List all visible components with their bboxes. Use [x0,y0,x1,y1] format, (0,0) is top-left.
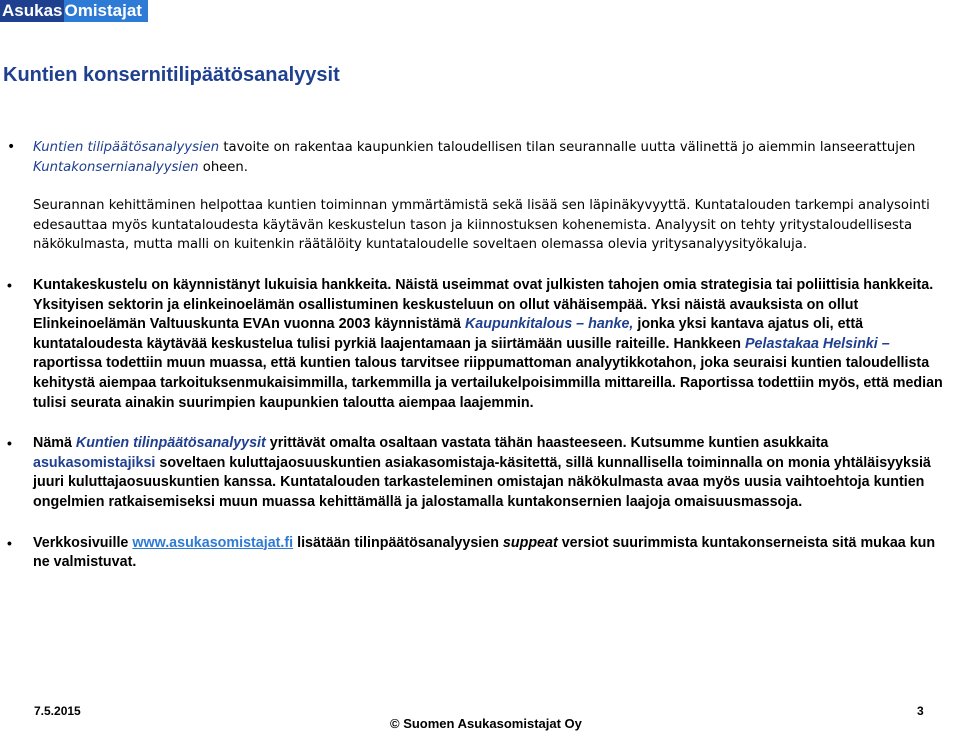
emphasis-suppeat: suppeat [502,534,558,551]
link-pelastakaa-helsinki[interactable]: Pelastakaa Helsinki – [745,335,890,352]
content [0,138,960,573]
p5-text-2: lisätään tilinpäätösanalyysien [293,534,503,551]
page-title: Kuntien konsernitilipäätösanalyysit [3,64,340,86]
page-number: 3 [917,704,924,718]
p5-text-3: versiot suurimmista kuntakonserneista sitä mukaa kun ne valmistuvat. [33,534,936,571]
link-kaupunkitalous-hanke[interactable]: Kaupunkitalous – hanke, [464,316,634,333]
bullet-item-4 [0,434,960,512]
bullet-item-5 [0,534,960,573]
bullet-icon: • [7,435,12,452]
website-link[interactable]: www.asukasomistajat.fi [132,534,294,551]
p2-text: Seurannan kehittäminen helpottaa kuntien toiminnan ymmärtämistä sekä lisää sen läpinäkyvyyttä. Kuntatalouden tarkempi analysointi edesauttaa myös kuntataloudesta käytävän keskustelun tason ja kiinnostuksen kohenemista. Analyysit on tehty yritystaloudellisesta näkökulmasta, mutta malli on kuitenkin räätälöity kuntataloudelle soveltaen olemassa olevia yritysanalyysityökaluja. [33,198,930,253]
p4-text-1: Nämä [33,435,76,452]
brand-logo [0,0,148,22]
footer-copyright: © Suomen Asukasomistajat Oy [390,716,582,731]
bullet-icon: • [7,534,12,551]
link-asukasomistajiksi[interactable]: asukasomistajiksi [33,454,156,471]
link-tilipaatosanalyysit[interactable]: Kuntien tilipäätösanalyysien [33,140,220,155]
p5-text-1: Verkkosivuille [33,534,133,551]
logo-part-2: Omistajat [64,0,147,22]
p4-text-2: yrittävät omalta osaltaan vastata tähän haasteeseen. Kutsumme kuntien asukkaita [265,435,829,452]
p3-text-3: raportissa todettiin muun muassa, että kuntien talous tarvitsee riippumattoman analyytikkotahon, joka seuraisi kuntien taloudellista kehitystä aiempaa tarkoituksenmukaisimmilla, tarkemmilla ja vertailukelpoisimmilla mittareilla. Raportissa todettiin myös, että median tulisi seurata ainakin suurimpien kaupunkien taloutta aiempaa laajemmin. [33,355,943,411]
p3-text-1: Kuntakeskustelu on käynnistänyt lukuisia hankkeita. Näistä useimmat ovat julkisten tahojen omia strategisia tai poliittisia hankkeita. Yksityisen sektorin ja elinkeinoelämän osallistuminen keskusteluun on ollut vähäisempää. Yksi näistä avauksista on ollut Elinkeinoelämän Valtuuskunta EVAn vuonna 2003 käynnistämä [33,276,934,333]
footer-date: 7.5.2015 [34,704,81,718]
bullet-item-1 [0,138,960,177]
p4-text-3: soveltaen kuluttajaosuuskuntien asiakasomistaja-käsitettä, sillä kunnallisella toiminnalla on monia yhtäläisyyksiä juuri kuluttajaosuuskuntien kanssa. Kuntatalouden tarkasteleminen omistajan näkökulmasta avaa myös uusia vaihtoehtoja kuntien ongelmien ratkaisemiseksi muun muassa kehittämällä ja jalostamalla kuntakonsernien laajoja omaisuusmassoja. [33,454,931,510]
bullet-item-3 [0,276,960,413]
p1-text-2: oheen. [198,159,248,175]
logo-part-1: Asukas [2,1,63,20]
p1-text-1: tavoite on rakentaa kaupunkien taloudellisen tilan seurannalle uutta välinettä jo aiemmin lanseerattujen [219,140,916,155]
link-tilinpaatosanalyysit[interactable]: Kuntien tilinpäätösanalyysit [75,435,266,452]
bullet-icon: • [7,139,16,155]
p3-text-2: jonka yksi kantava ajatus oli, että kuntataloudesta käytävää keskustelua tulisi pyrkiä laajentamaan ja siirtämään uusille raiteille. Hankkeen [33,316,864,352]
bullet-icon: • [7,276,12,293]
paragraph-2 [0,196,960,255]
link-kuntakonsernianalyysit[interactable]: Kuntakonsernianalyysien [33,159,199,175]
